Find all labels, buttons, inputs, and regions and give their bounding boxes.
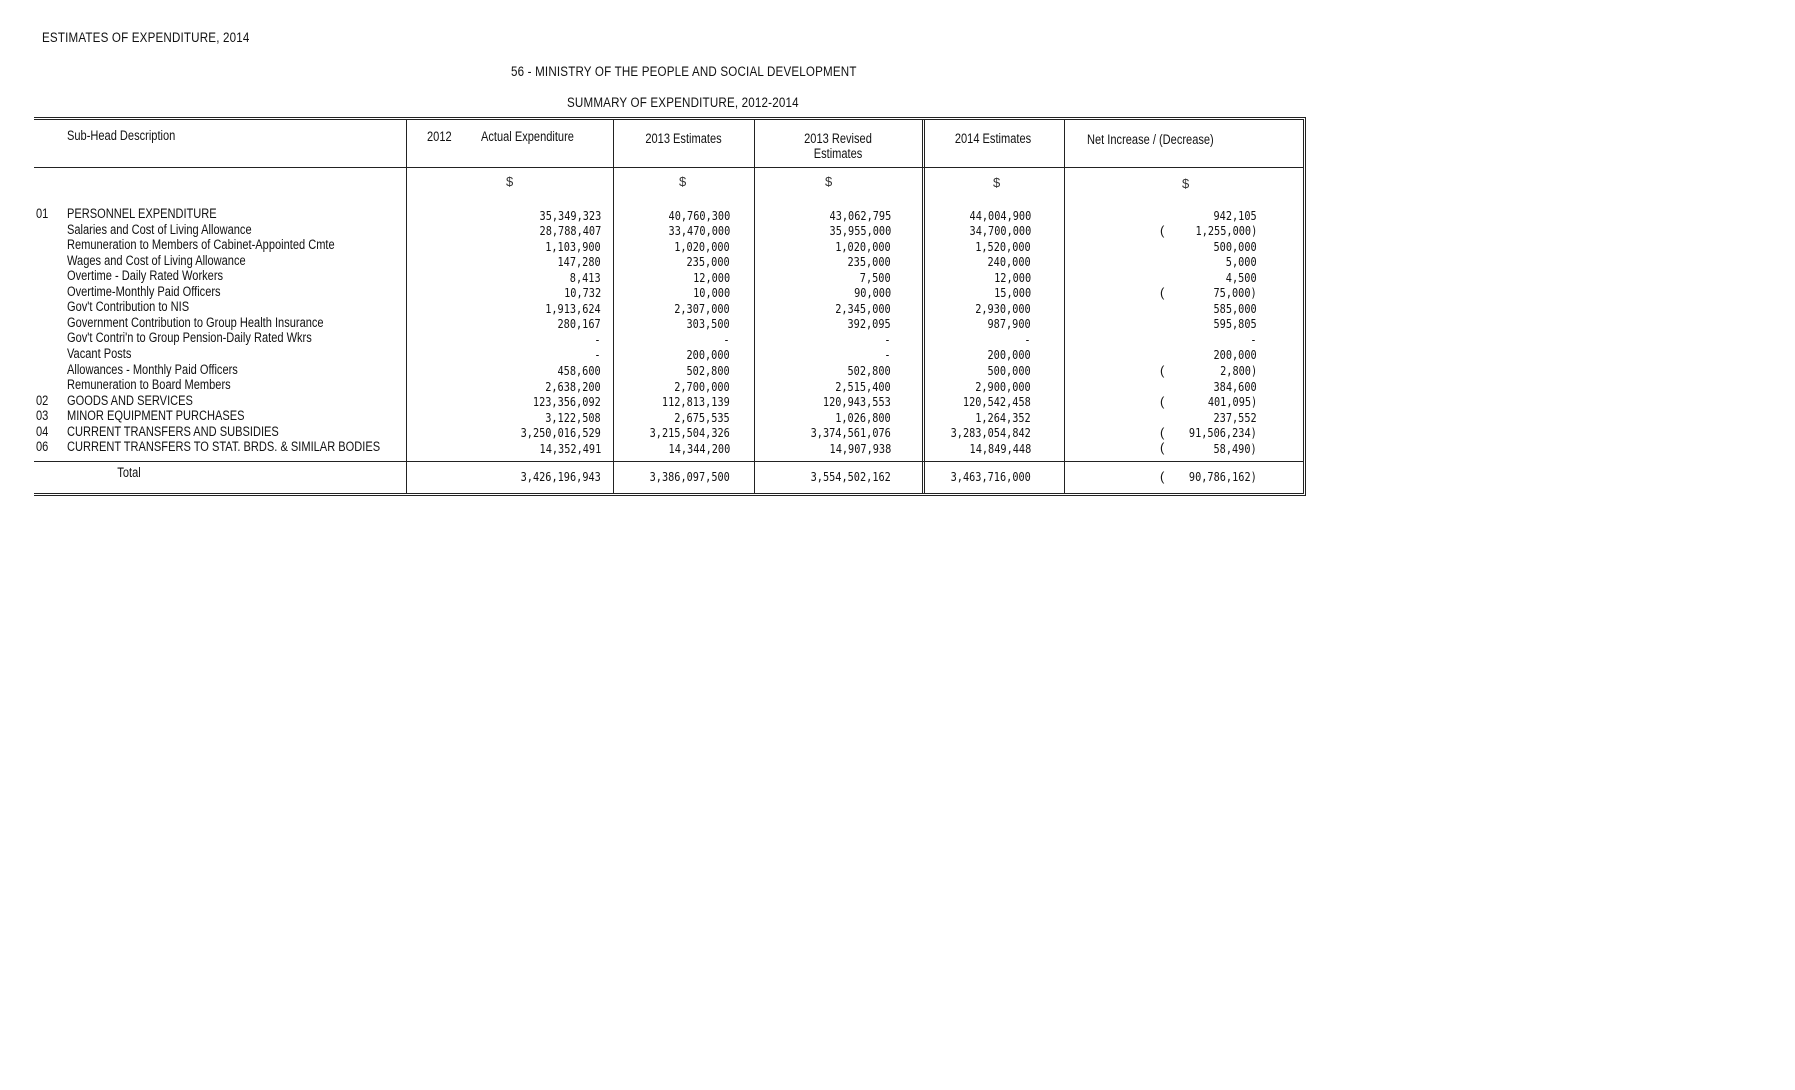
cell-actual: 35,349,323 (539, 207, 601, 223)
total-rule (34, 461, 1303, 462)
cell-2013-revised: 2,515,400 (835, 378, 891, 394)
cell-2013-revised: 502,800 (847, 363, 891, 378)
cell-actual: 8,413 (570, 269, 601, 285)
cell-net-change: 75,000) (1213, 285, 1257, 301)
cell-2013-revised: 43,062,795 (829, 207, 891, 223)
cell-2013-estimates: 303,500 (686, 316, 730, 332)
currency-symbol: $ (506, 174, 514, 189)
cell-2013-estimates: 112,813,139 (662, 394, 730, 410)
cell-actual: 28,788,407 (539, 223, 601, 239)
subhead-description: Salaries and Cost of Living Allowance (67, 221, 252, 237)
subhead-code: 01 (36, 206, 49, 221)
cell-actual: - (594, 331, 601, 347)
cell-2013-estimates: 14,344,200 (668, 440, 730, 456)
cell-2013-revised: 1,026,800 (835, 409, 891, 425)
total-2013-revised: 3,554,502,162 (810, 469, 891, 484)
cell-net-change: 384,600 (1213, 378, 1257, 394)
cell-2014-estimates: 200,000 (987, 347, 1031, 363)
negative-paren: ( (1160, 222, 1165, 238)
cell-2013-estimates: 1,020,000 (674, 238, 730, 254)
cell-net-change: 500,000 (1213, 238, 1257, 254)
subhead-code: 03 (36, 408, 49, 424)
subhead-description: Allowances - Monthly Paid Officers (67, 361, 238, 377)
cell-actual: 10,732 (563, 285, 601, 301)
negative-paren: ( (1160, 284, 1165, 300)
total-actual: 3,426,196,943 (520, 469, 601, 484)
cell-actual: - (594, 347, 601, 363)
header-2013-revised: 2013 Revised (804, 131, 872, 146)
cell-net-change: 1,255,000) (1195, 223, 1257, 239)
negative-paren: ( (1160, 440, 1165, 456)
cell-actual: 1,913,624 (545, 300, 601, 316)
cell-net-change: - (1250, 331, 1257, 347)
cell-net-change: 595,805 (1213, 316, 1257, 332)
cell-2013-estimates: 200,000 (686, 347, 730, 363)
subhead-description: CURRENT TRANSFERS TO STAT. BRDS. & SIMILAR BODIES (67, 439, 381, 455)
header-description: Sub-Head Description (67, 128, 176, 143)
cell-2013-estimates: 3,215,504,326 (649, 425, 730, 441)
cell-net-change: 91,506,234) (1189, 425, 1257, 441)
summary-title: SUMMARY OF EXPENDITURE, 2012-2014 (567, 95, 799, 110)
cell-2014-estimates: 1,520,000 (975, 238, 1031, 254)
cell-actual: 123,356,092 (533, 394, 601, 410)
cell-net-change: 237,552 (1213, 409, 1257, 425)
cell-2014-estimates: 3,283,054,842 (950, 425, 1031, 441)
cell-2014-estimates: 240,000 (987, 254, 1031, 270)
total-negative-paren: ( (1160, 469, 1165, 484)
currency-symbol: $ (1182, 176, 1190, 191)
header-actual-expenditure: Actual Expenditure (481, 129, 574, 144)
subhead-code: 04 (36, 423, 49, 439)
cell-2013-revised: 2,345,000 (835, 300, 891, 316)
subhead-description: Overtime-Monthly Paid Officers (67, 283, 221, 299)
subhead-description: Remuneration to Board Members (67, 377, 231, 393)
cell-net-change: 58,490) (1213, 440, 1257, 456)
header-2013-estimates: 2013 Estimates (645, 131, 722, 146)
cell-2013-estimates: 10,000 (692, 285, 730, 301)
column-divider (922, 120, 925, 493)
cell-2013-estimates: 12,000 (692, 269, 730, 285)
cell-2014-estimates: 14,849,448 (969, 440, 1031, 456)
header-net-increase: Net Increase / (Decrease) (1087, 132, 1214, 147)
cell-2013-revised: 90,000 (853, 285, 891, 301)
total-net-change: 90,786,162) (1189, 469, 1257, 484)
cell-net-change: 942,105 (1213, 207, 1257, 223)
cell-2014-estimates: 987,900 (987, 316, 1031, 332)
cell-actual: 3,250,016,529 (520, 425, 601, 441)
currency-symbol: $ (825, 174, 833, 189)
cell-2013-estimates: 2,307,000 (674, 300, 730, 316)
cell-2014-estimates: 34,700,000 (969, 223, 1031, 239)
cell-2013-estimates: - (723, 331, 730, 347)
cell-actual: 3,122,508 (545, 409, 601, 425)
cell-net-change: 2,800) (1219, 363, 1257, 378)
cell-2013-estimates: 235,000 (686, 254, 730, 270)
subhead-description: Overtime - Daily Rated Workers (67, 268, 224, 284)
column-divider (406, 120, 407, 493)
cell-actual: 458,600 (557, 363, 601, 378)
cell-actual: 280,167 (557, 316, 601, 332)
cell-2013-estimates: 502,800 (686, 363, 730, 378)
cell-net-change: 200,000 (1213, 347, 1257, 363)
cell-2014-estimates: 500,000 (987, 363, 1031, 378)
cell-2013-revised: 35,955,000 (829, 223, 891, 239)
negative-paren: ( (1160, 362, 1165, 378)
cell-2013-estimates: 40,760,300 (668, 207, 730, 223)
cell-2014-estimates: 120,542,458 (963, 394, 1031, 410)
column-divider (1064, 120, 1065, 493)
cell-net-change: 5,000 (1226, 254, 1257, 270)
cell-2013-revised: 392,095 (847, 316, 891, 332)
cell-2013-estimates: 2,675,535 (674, 409, 730, 425)
subhead-description: MINOR EQUIPMENT PURCHASES (67, 408, 245, 424)
ministry-title: 56 - MINISTRY OF THE PEOPLE AND SOCIAL DEVELOPMENT (511, 64, 857, 79)
negative-paren: ( (1160, 424, 1165, 440)
cell-2013-revised: 14,907,938 (829, 440, 891, 456)
subhead-description: Gov't Contribution to NIS (67, 299, 190, 315)
subhead-description: Vacant Posts (67, 345, 132, 361)
subhead-description: GOODS AND SERVICES (67, 392, 193, 408)
subhead-description: CURRENT TRANSFERS AND SUBSIDIES (67, 423, 279, 439)
header-2013-revised-estimates: Estimates (813, 146, 863, 161)
total-label: Total (117, 465, 141, 480)
cell-2014-estimates: - (1024, 331, 1031, 347)
cell-net-change: 4,500 (1226, 269, 1257, 285)
cell-2014-estimates: 2,930,000 (975, 300, 1031, 316)
subhead-description: PERSONNEL EXPENDITURE (67, 206, 217, 221)
subhead-code: 06 (36, 439, 49, 455)
cell-2013-revised: 7,500 (860, 269, 891, 285)
cell-2013-revised: - (884, 347, 891, 363)
subhead-description: Remuneration to Members of Cabinet-Appointed Cmte (67, 237, 335, 253)
subhead-description: Gov't Contri'n to Group Pension-Daily Rated Wkrs (67, 330, 312, 346)
total-2013-estimates: 3,386,097,500 (649, 469, 730, 484)
column-divider (613, 120, 614, 493)
cell-2014-estimates: 44,004,900 (969, 207, 1031, 223)
subhead-description: Wages and Cost of Living Allowance (67, 252, 246, 268)
cell-actual: 1,103,900 (545, 238, 601, 254)
cell-actual: 2,638,200 (545, 378, 601, 394)
cell-net-change: 401,095) (1207, 394, 1257, 410)
cell-2014-estimates: 12,000 (993, 269, 1031, 285)
cell-2013-revised: - (884, 331, 891, 347)
currency-symbol: $ (679, 174, 687, 189)
cell-2013-revised: 120,943,553 (823, 394, 891, 410)
cell-2013-estimates: 2,700,000 (674, 378, 730, 394)
cell-2013-revised: 1,020,000 (835, 238, 891, 254)
header-2014-estimates: 2014 Estimates (954, 131, 1032, 146)
currency-symbol: $ (993, 175, 1001, 190)
cell-2013-estimates: 33,470,000 (668, 223, 730, 239)
summary-table (34, 117, 1306, 496)
cell-2013-revised: 3,374,561,076 (810, 425, 891, 441)
subhead-code: 02 (36, 392, 49, 408)
cell-2014-estimates: 1,264,352 (975, 409, 1031, 425)
header-rule (34, 167, 1303, 168)
cell-net-change: 585,000 (1213, 300, 1257, 316)
total-2014-estimates: 3,463,716,000 (950, 469, 1031, 484)
cell-2013-revised: 235,000 (847, 254, 891, 270)
subhead-description: Government Contribution to Group Health Insurance (67, 314, 324, 330)
cell-2014-estimates: 2,900,000 (975, 378, 1031, 394)
column-divider (754, 120, 755, 493)
header-year-2012: 2012 (427, 129, 452, 144)
document-header: ESTIMATES OF EXPENDITURE, 2014 (42, 30, 250, 45)
cell-2014-estimates: 15,000 (993, 285, 1031, 301)
cell-actual: 147,280 (557, 254, 601, 270)
negative-paren: ( (1160, 393, 1165, 409)
cell-actual: 14,352,491 (539, 440, 601, 456)
